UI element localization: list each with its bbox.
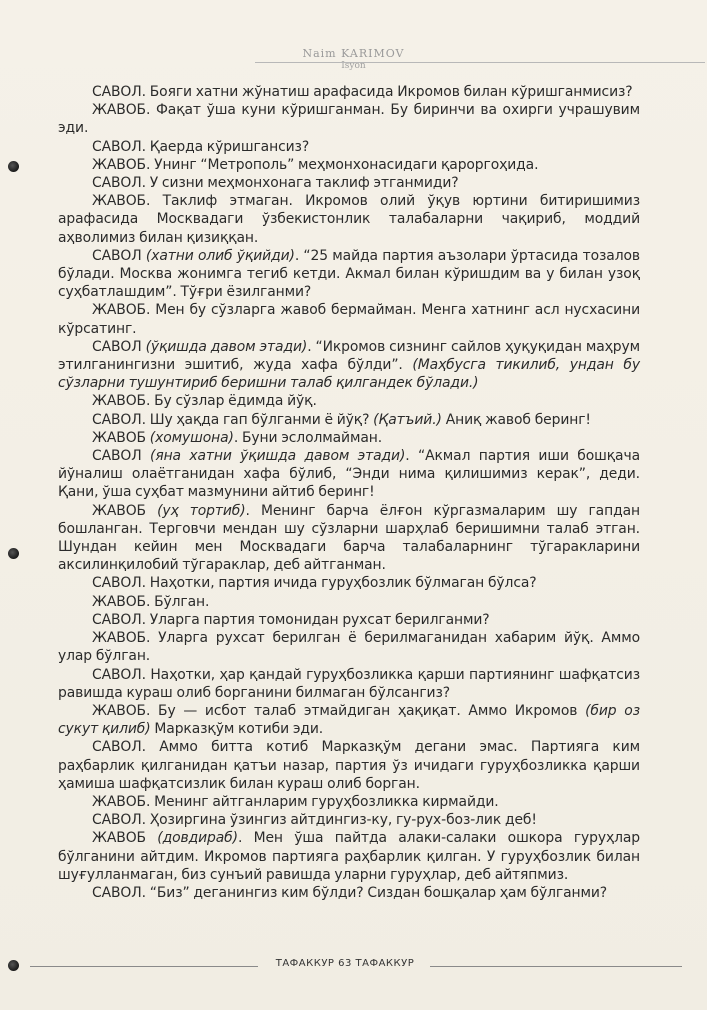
stage-direction: (хомушона) bbox=[149, 429, 234, 446]
dialogue-paragraph bbox=[58, 793, 640, 811]
dialogue-text: Аниқ жавоб беринг! bbox=[441, 411, 591, 428]
dialogue-paragraph bbox=[58, 411, 640, 429]
dialogue-paragraph bbox=[58, 666, 640, 702]
dialogue-text: ЖАВОБ bbox=[92, 429, 150, 446]
header-rule bbox=[255, 62, 705, 63]
dialogue-paragraph bbox=[58, 702, 640, 738]
header-subtitle: Isyon bbox=[341, 61, 366, 71]
dialogue-text: САВОЛ. Шу ҳақда гап бўлганми ё йўқ? bbox=[92, 411, 374, 428]
dialogue-text: . “Акмал партия иши бошқача йўналиш олаётганидан хафа бўлиб, “Энди нима қилишимиз керак”, деди. Қани, ўша суҳбат мазмунини айтиб беринг! bbox=[58, 448, 640, 501]
dialogue-paragraph bbox=[58, 811, 640, 829]
dialogue-paragraph bbox=[58, 447, 640, 502]
dialogue-paragraph bbox=[58, 101, 640, 137]
dialogue-text: САВОЛ. Наҳотки, ҳар қандай гуруҳбозликка қарши партиянинг шафқатсиз равишда кураш олиб борганини билмаган бўлсангиз? bbox=[58, 666, 640, 701]
dialogue-paragraph bbox=[58, 884, 640, 902]
dialogue-text: ЖАВОБ. Менинг айтганларим гуруҳбозликка кирмайди. bbox=[92, 793, 499, 810]
dialogue-text: САВОЛ bbox=[92, 338, 146, 355]
dialogue-paragraph bbox=[58, 138, 640, 156]
dialogue-paragraph bbox=[58, 611, 640, 629]
dialogue-paragraph bbox=[58, 83, 640, 101]
dialogue-text: САВОЛ. Бояги хатни жўнатиш арафасида Икромов билан кўришганмисиз? bbox=[92, 84, 633, 100]
stage-direction: (хатни олиб ўқийди) bbox=[145, 247, 295, 264]
dialogue-text: САВОЛ. Ҳозиргина ўзингиз айтдингиз-ку, гу-рух-боз-лик деб! bbox=[92, 812, 537, 829]
dialogue-text: ЖАВОБ bbox=[92, 830, 158, 847]
dialogue-text: Марказқўм котиби эди. bbox=[150, 721, 324, 738]
dialogue-paragraph bbox=[58, 629, 640, 665]
dialogue-paragraph bbox=[58, 192, 640, 247]
dialogue-paragraph bbox=[58, 301, 640, 337]
dialogue-text: САВОЛ. Уларга партия томонидан рухсат берилганми? bbox=[92, 611, 490, 628]
dialogue-paragraph bbox=[58, 156, 640, 174]
dialogue-text: ЖАВОБ. Бу сўзлар ёдимда йўқ. bbox=[92, 393, 317, 410]
footer-rule-right bbox=[430, 966, 682, 967]
dialogue-paragraph bbox=[58, 429, 640, 447]
stage-direction: (яна хатни ўқишда давом этади) bbox=[150, 448, 406, 465]
dialogue-text: ЖАВОБ. Бўлган. bbox=[92, 593, 210, 610]
dialogue-paragraph bbox=[58, 174, 640, 192]
stage-direction: (довдираб) bbox=[157, 830, 238, 847]
dialogue-paragraph bbox=[58, 338, 640, 393]
stage-direction: (Қатъий.) bbox=[373, 411, 442, 428]
dialogue-paragraph bbox=[58, 574, 640, 592]
dialogue-text: . Буни эслолмайман. bbox=[233, 429, 383, 446]
dialogue-paragraph bbox=[58, 502, 640, 575]
dialogue-paragraph bbox=[58, 392, 640, 410]
stage-direction: (бир оз сукут қилиб) bbox=[58, 702, 640, 738]
dialogue-text: . “25 майда партия аъзолари ўртасида тозалов бўлади. Москва жонимга тегиб кетди. Акмал билан кўришдим ва у билан узоқ суҳбатлашдим”. Тўғри ёзилганми? bbox=[58, 247, 640, 301]
stage-direction: (уҳ тортиб) bbox=[157, 502, 246, 519]
page-footer bbox=[0, 957, 707, 977]
binder-hole-icon bbox=[8, 548, 19, 559]
dialogue-text: ЖАВОБ. Фақат ўша куни кўришганман. Бу биринчи ва охирги учрашувим эди. bbox=[58, 102, 640, 137]
body-text bbox=[58, 83, 640, 902]
dialogue-text: САВОЛ. Наҳотки, партия ичида гуруҳбозлик бўлмаган бўлса? bbox=[92, 575, 537, 592]
dialogue-text: . Менинг барча ёлғон кўргазмаларим шу гапдан бошланган. Терговчи мендан шу сўзларни шарҳлаб беришимни талаб этган. Шундан кейин мен Москвадаги барча талабаларнинг тўгаракларини аксилинқилобий тўгараклар, деб айтганман. bbox=[58, 502, 640, 574]
dialogue-text: ЖАВОБ. Бу — исбот талаб этмайдиган ҳақиқат. Аммо Икромов bbox=[92, 702, 586, 719]
dialogue-text: САВОЛ. Қаерда кўришгансиз? bbox=[92, 138, 310, 155]
running-header bbox=[0, 47, 707, 72]
dialogue-text: САВОЛ. У сизни меҳмонхонага таклиф этганмиди? bbox=[92, 175, 459, 192]
header-author: Naim KARIMOV bbox=[302, 47, 405, 60]
footer-rule-left bbox=[30, 966, 258, 967]
dialogue-paragraph bbox=[58, 247, 640, 302]
dialogue-paragraph bbox=[58, 829, 640, 884]
binder-hole-icon bbox=[8, 161, 19, 172]
dialogue-text: САВОЛ bbox=[92, 247, 146, 264]
dialogue-paragraph bbox=[58, 593, 640, 611]
dialogue-text: . Мен ўша пайтда алаки-салаки ошкора гуруҳлар бўлганини айтдим. Икромов партияга раҳбарлик қилган. У гуруҳбозлик билан шуғулланмаган, биз сунъий равишда уларни гуруҳлар, деб айтяпмиз. bbox=[58, 830, 641, 883]
dialogue-text: ЖАВОБ. Таклиф этмаган. Икромов олий ўқув юртини битиришимиз арафасида Москвадаги ўзбекистонлик талабаларни чақириб, моддий аҳволимиз билан қизиққан. bbox=[58, 193, 640, 246]
dialogue-paragraph bbox=[58, 738, 640, 793]
dialogue-text: ЖАВОБ. Мен бу сўзларга жавоб бермайман. Менга хатнинг асл нусхасини кўрсатинг. bbox=[58, 302, 640, 337]
dialogue-text: ЖАВОБ. Унинг “Метрополь” меҳмонхонасидаги қароргоҳида. bbox=[92, 156, 539, 173]
dialogue-text: САВОЛ. Аммо битта котиб Марказқўм дегани эмас. Партияга ким раҳбарлик қилганидан қатъи назар, партия ўз ичидаги гуруҳбозликка қарши ҳамиша шафқатсизлик билан кураш олиб борган. bbox=[58, 739, 640, 792]
dialogue-text: ЖАВОБ. Уларга рухсат берилган ё берилмаганидан хабарим йўқ. Аммо улар бўлган. bbox=[58, 630, 640, 665]
dialogue-text: . “Икромов сизнинг сайлов ҳуқуқидан маҳрум этилганингизни эшитиб, жуда хафа бўлди”. bbox=[58, 338, 640, 374]
dialogue-text: САВОЛ. “Биз” деганингиз ким бўлди? Сиздан бошқалар ҳам бўлганми? bbox=[92, 884, 608, 901]
footer-text: ТАФАККУР 63 ТАФАККУР bbox=[275, 958, 415, 969]
stage-direction: (Маҳбусга тикилиб, ундан бу сўзларни тушунтириб беришни талаб қилгандек бўлади.) bbox=[58, 357, 640, 392]
dialogue-text: ЖАВОБ bbox=[92, 502, 158, 519]
dialogue-text: САВОЛ bbox=[92, 448, 150, 465]
stage-direction: (ўқишда давом этади) bbox=[145, 338, 308, 355]
